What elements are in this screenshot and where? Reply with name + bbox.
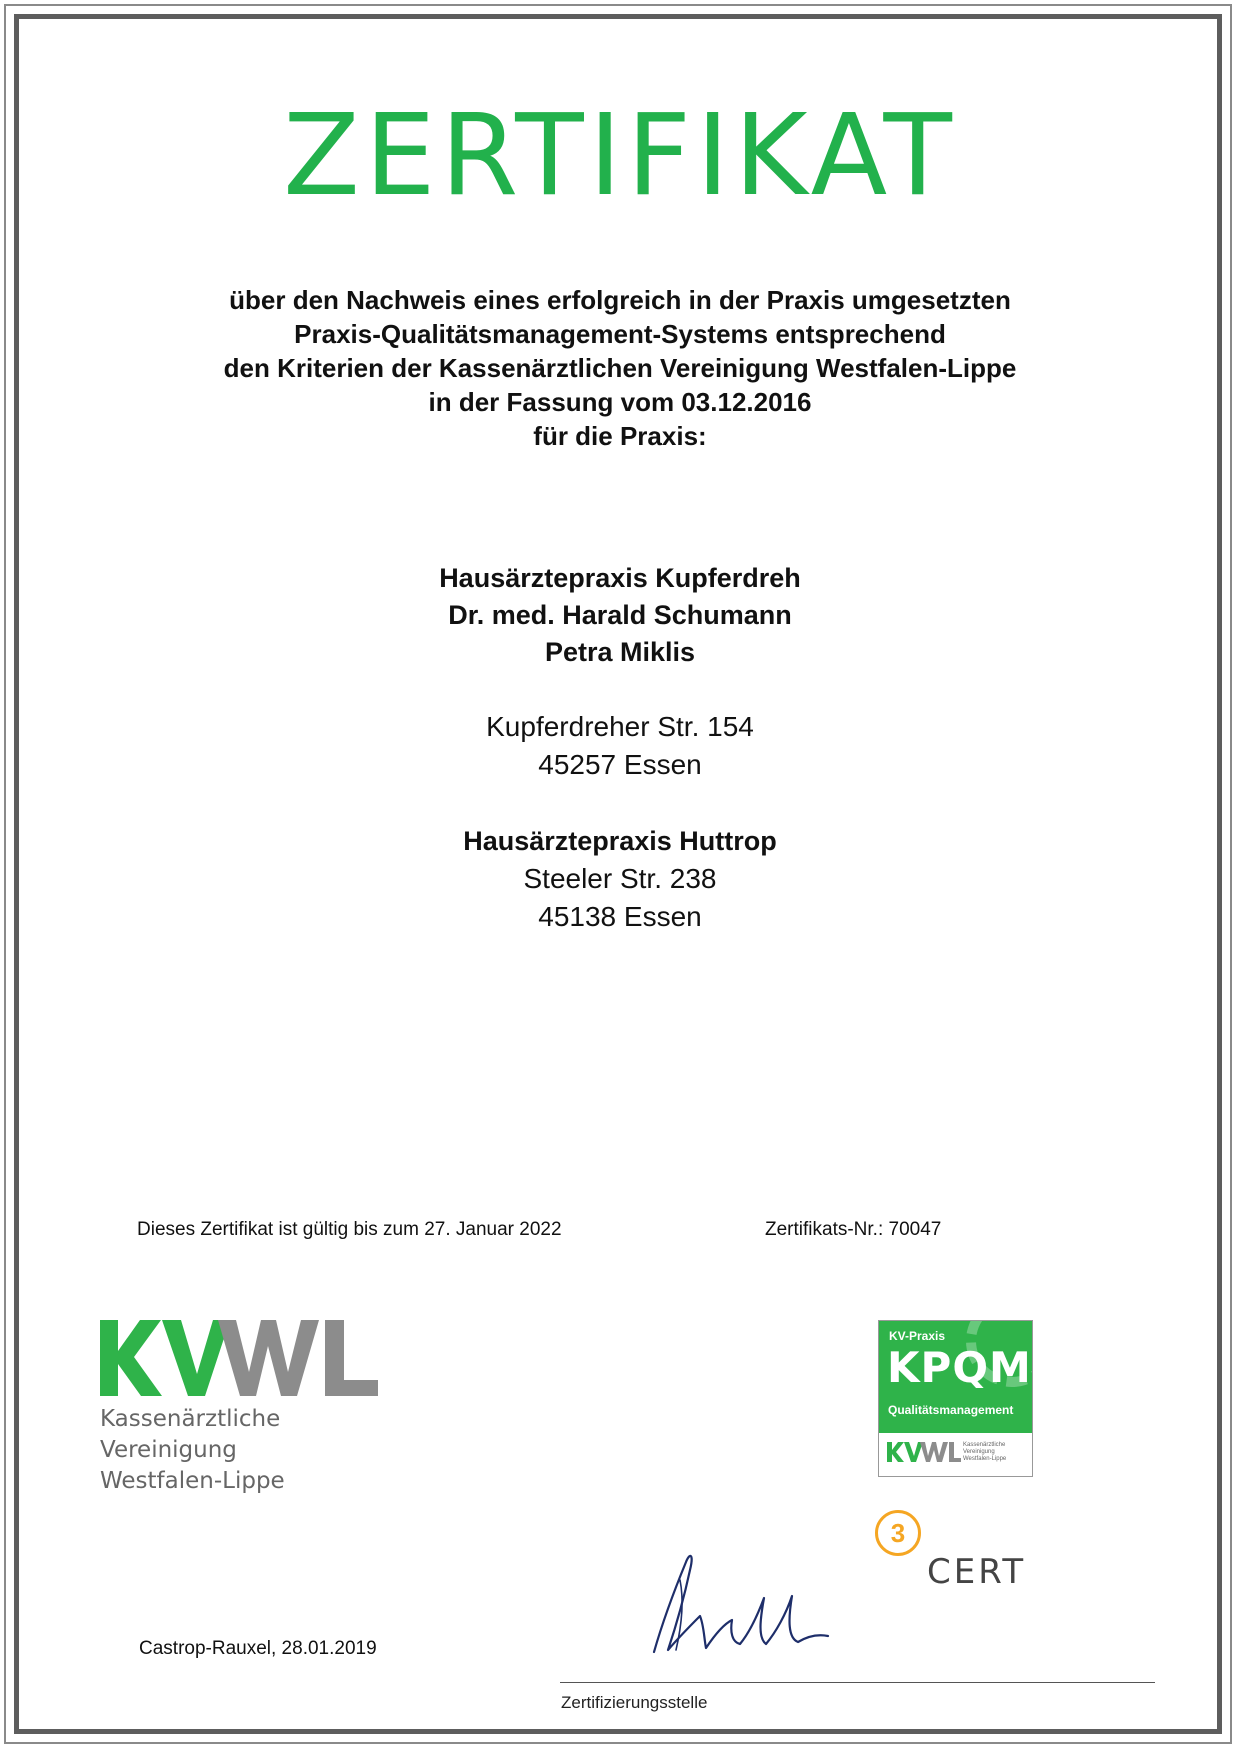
intro-text: [0, 283, 1240, 453]
signature-line: [560, 1682, 1155, 1683]
street: Kupferdreher Str. 154: [486, 711, 754, 742]
city: 45138 Essen: [538, 901, 702, 932]
kvwl-letters-graphic: [100, 1318, 410, 1398]
validity-text: Dieses Zertifikat ist gültig bis zum 27. Januar 2022: [137, 1219, 562, 1240]
certificate-number: Zertifikats-Nr.: 70047: [765, 1219, 942, 1240]
intro-line: Praxis-Qualitätsmanagement-Systems entsprechend: [294, 319, 946, 349]
practice-name: Hausärztepraxis Kupferdreh: [439, 563, 801, 593]
cert-number-circle: 3: [875, 1510, 921, 1556]
doctor-name: Petra Miklis: [544, 637, 696, 667]
second-practice-block: [0, 822, 1240, 936]
signature-label: Zertifizierungsstelle: [561, 1693, 708, 1712]
kvwl-logo: [100, 1318, 420, 1497]
kpqm-seal: [878, 1320, 1033, 1477]
kpqm-top-label: KV-Praxis: [889, 1329, 946, 1343]
cert-text: CERT: [927, 1552, 1027, 1592]
street: Steeler Str. 238: [523, 863, 717, 894]
practice-block: [0, 560, 1240, 671]
kpqm-title: KPQM: [887, 1343, 1032, 1392]
kvwl-subtitle-line: Kassenärztliche Vereinigung: [100, 1406, 281, 1463]
place-date: Castrop-Rauxel, 28.01.2019: [139, 1638, 377, 1659]
intro-line: über den Nachweis eines erfolgreich in der Praxis umgesetzten: [229, 285, 1011, 315]
kpqm-seal-background: [879, 1321, 1032, 1433]
kpqm-kvwl-mini-logo: [887, 1441, 961, 1463]
intro-line: in der Fassung vom 03.12.2016: [428, 387, 812, 417]
certificate-title: ZERTIFIKAT: [283, 91, 957, 221]
kpqm-subtitle: Qualitätsmanagement: [888, 1403, 1014, 1417]
kvwl-subtitle-line: Westfalen-Lippe: [100, 1468, 285, 1494]
intro-line: für die Praxis:: [533, 421, 707, 451]
practice-address: [0, 708, 1240, 784]
signature-graphic: [640, 1540, 900, 1660]
kvwl-subtitle: [100, 1404, 420, 1497]
kpqm-footer-text: Kassenärztliche Vereinigung Westfalen-Lippe: [963, 1442, 1007, 1462]
doctor-name: Dr. med. Harald Schumann: [448, 600, 792, 630]
second-practice-name: Hausärztepraxis Huttrop: [463, 826, 777, 856]
intro-line: den Kriterien der Kassenärztlichen Vereinigung Westfalen-Lippe: [223, 353, 1017, 383]
city: 45257 Essen: [538, 749, 702, 780]
